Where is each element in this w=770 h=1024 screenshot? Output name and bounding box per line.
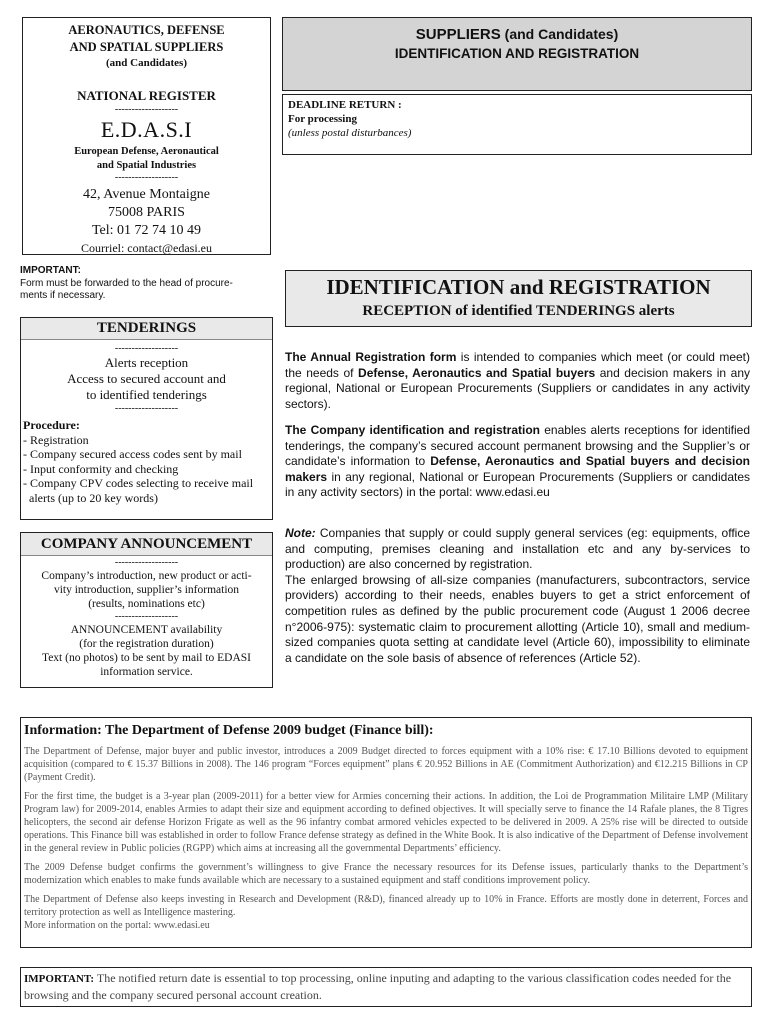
info-p1: The Department of Defense, major buyer and public investor, introduces a 2009 Budget directed to forces equipment with a 10% rise: € 17.10 Billions devoted to equipment acquisition (compared to € 15.37 Billions in 2008). The 146 program “Forces equipment” plans € 20.952 Billions in AE (Commitment Authorization) and €12.215 Billions in CP (Payment Credit).	[24, 746, 748, 783]
para2-text2: in any regional, National or European Procurements (Suppliers or candidates in any activity sectors) in the portal: www.edasi.eu	[285, 469, 750, 500]
para-annual-registration	[285, 350, 750, 412]
important-bottom-box	[20, 967, 752, 1007]
para3-note-label: Note:	[285, 526, 316, 540]
header-title-bold: SUPPLIERS	[415, 26, 501, 43]
deadline-value: For processing	[288, 113, 357, 125]
para2-bold2: Defense, Aeronautics and Spatial buyers and decision makers	[285, 454, 750, 484]
info-title: Information: The Department of Defense 2009 budget (Finance bill):	[24, 723, 434, 738]
para3-text2: The enlarged browsing of all-size companies (manufacturers, subcontractors, service providers) according to their needs, enables buyers to get a strict enforcement of competition rules as defined by the public procurement code (August 1 2006 decree n°2006-975): systematic claim to procurement allotting (Article 10), small and medium-sized companies quota setting at candidate level (Article 60), impossibility to eliminate a candidate on the sole basis of absence of references (Article 52).	[285, 572, 750, 665]
main-title-line1: IDENTIFICATION and REGISTRATION	[326, 275, 711, 299]
announcement-line2: vity introduction, supplier’s information	[53, 584, 240, 596]
header-title-rest: (and Candidates)	[500, 26, 619, 42]
announcement-line5: (for the registration duration)	[79, 638, 214, 650]
main-title-box	[285, 270, 752, 327]
para2-text1: enables alerts receptions for identified tenderings, the company’s secured account permanent browsing and the Supplier’s or candidate’s information to	[285, 423, 751, 469]
deadline-box	[282, 94, 752, 155]
para1-bold1: The Annual Registration form	[285, 350, 457, 364]
info-box	[20, 717, 752, 948]
tenderings-step-5: alerts (up to 20 key words)	[23, 490, 158, 505]
para1-text1: is intended to companies which meet (or could meet) the needs of	[285, 350, 750, 380]
org-line1: AERONAUTICS, DEFENSE	[68, 23, 225, 37]
deadline-note: (unless postal disturbances)	[288, 127, 412, 139]
para-company-identification	[285, 423, 750, 501]
org-email: Courriel: contact@edasi.eu	[80, 241, 212, 255]
announcement-line4: ANNOUNCEMENT availability	[70, 624, 223, 636]
announcement-sep-1: -------------------	[114, 557, 179, 568]
important-bottom-text: The notified return date is essential to top processing, online inputing and adapting to the various classification codes needed for the browsing and the company secured personal account creation.	[24, 971, 732, 1002]
announcement-line6: Text (no photos) to be sent by mail to EDASI	[41, 652, 252, 664]
org-sep-1: -------------------	[114, 104, 179, 115]
important-top-label: IMPORTANT:	[20, 265, 81, 276]
important-top-line1: Form must be forwarded to the head of procure-	[20, 277, 233, 289]
important-top-line2: ments if necessary.	[20, 290, 106, 301]
para3-text1: Companies that supply or could supply general services (eg: equipments, office and computing, premises cleaning and installation etc and any by-services to production) are also concerned by registration.	[285, 526, 750, 572]
info-p3: The 2009 Defense budget confirms the government’s willingness to give France the necessary resources for its Defense issues, particularly thanks to the Department’s modernization which enables to make funds available which are necessary to a sustained equipment and staff conditions improvement policy.	[24, 862, 748, 886]
org-phone: Tel: 01 72 74 10 49	[91, 223, 202, 238]
tenderings-step-1: - Registration	[23, 432, 89, 447]
org-line2: AND SPATIAL SUPPLIERS	[69, 40, 224, 54]
info-p4b: More information on the portal: www.edasi.eu	[24, 920, 210, 931]
para-note	[285, 526, 750, 666]
org-address1: 42, Avenue Montaigne	[83, 187, 210, 202]
info-p2: For the first time, the budget is a 3-year plan (2009-2011) for a better view for Armies concerning their actions. In addition, the Loi de Programmation Militaire LMP (Military Program law) for 2009-2014, enables Armies to adapt their size and equipment according to defined objectives. It will specially serve to finance the 14 Rafale planes, the 8 Tigres helicopters, the second air defense Horizon Frigate as well as the 96 infantry combat armored vehicles expected to be delivered in 2009. A 25% rise will be directed to outside operations. This Finance bill was established in order to follow France defense strategy as defined in the White Book. It is also indicative of the Department of Defense involvement in the general review in Public policies (RGPP) which aims at increasing all the governmental Departments’ efficiency.	[24, 791, 748, 854]
deadline-label: DEADLINE RETURN :	[288, 99, 402, 111]
org-fullname2: and Spatial Industries	[96, 159, 197, 171]
announcement-title: COMPANY ANNOUNCEMENT	[21, 533, 272, 556]
para2-bold1: The Company identification and registration	[285, 423, 540, 437]
info-p4a: The Department of Defense also keeps investing in Research and Development (R&D), financed already up to 10% in France. Efforts are mostly done in deterrent, Forces and territory protection as well as Intelligence mastering.	[24, 894, 748, 918]
announcement-line7: information service.	[100, 666, 193, 678]
announcement-sep-2: -------------------	[114, 611, 179, 622]
announcement-line1: Company’s introduction, new product or acti-	[41, 570, 252, 582]
main-title-line2: RECEPTION of identified TENDERINGS alerts	[362, 303, 675, 319]
important-top	[20, 265, 272, 303]
header-title	[283, 25, 751, 44]
tenderings-sep-1: -------------------	[114, 343, 179, 354]
para1-text2: and decision makers in any regional, National or European Procurements (Suppliers or candidates in any activity sectors).	[285, 365, 751, 411]
tenderings-step-2: - Company secured access codes sent by mail	[23, 447, 242, 461]
header-subtitle: IDENTIFICATION AND REGISTRATION	[394, 46, 640, 61]
org-sub: (and Candidates)	[106, 57, 187, 69]
org-address2: 75008 PARIS	[108, 205, 185, 220]
tenderings-box	[20, 317, 273, 520]
org-box	[22, 17, 271, 255]
tenderings-title: TENDERINGS	[21, 318, 272, 340]
para1-bold2: Defense, Aeronautics and Spatial buyers	[358, 365, 596, 380]
tenderings-sep-2: -------------------	[114, 403, 179, 414]
tenderings-step-4: - Company CPV codes selecting to receive mail	[23, 476, 254, 490]
tenderings-step-3: - Input conformity and checking	[23, 461, 179, 476]
org-acronym: E.D.A.S.I	[100, 117, 193, 142]
important-bottom-label: IMPORTANT:	[24, 973, 95, 985]
org-register: NATIONAL REGISTER	[77, 88, 216, 103]
tenderings-line2: Access to secured account and	[67, 371, 226, 386]
announcement-line3: (results, nominations etc)	[88, 598, 205, 610]
tenderings-line3: to identified tenderings	[86, 387, 207, 402]
tenderings-procedure-label: Procedure:	[23, 418, 80, 432]
header-box	[282, 17, 752, 91]
tenderings-line1: Alerts reception	[104, 355, 189, 370]
announcement-box	[20, 532, 273, 688]
org-fullname1: European Defense, Aeronautical	[74, 146, 219, 157]
org-sep-2: -------------------	[114, 172, 179, 183]
